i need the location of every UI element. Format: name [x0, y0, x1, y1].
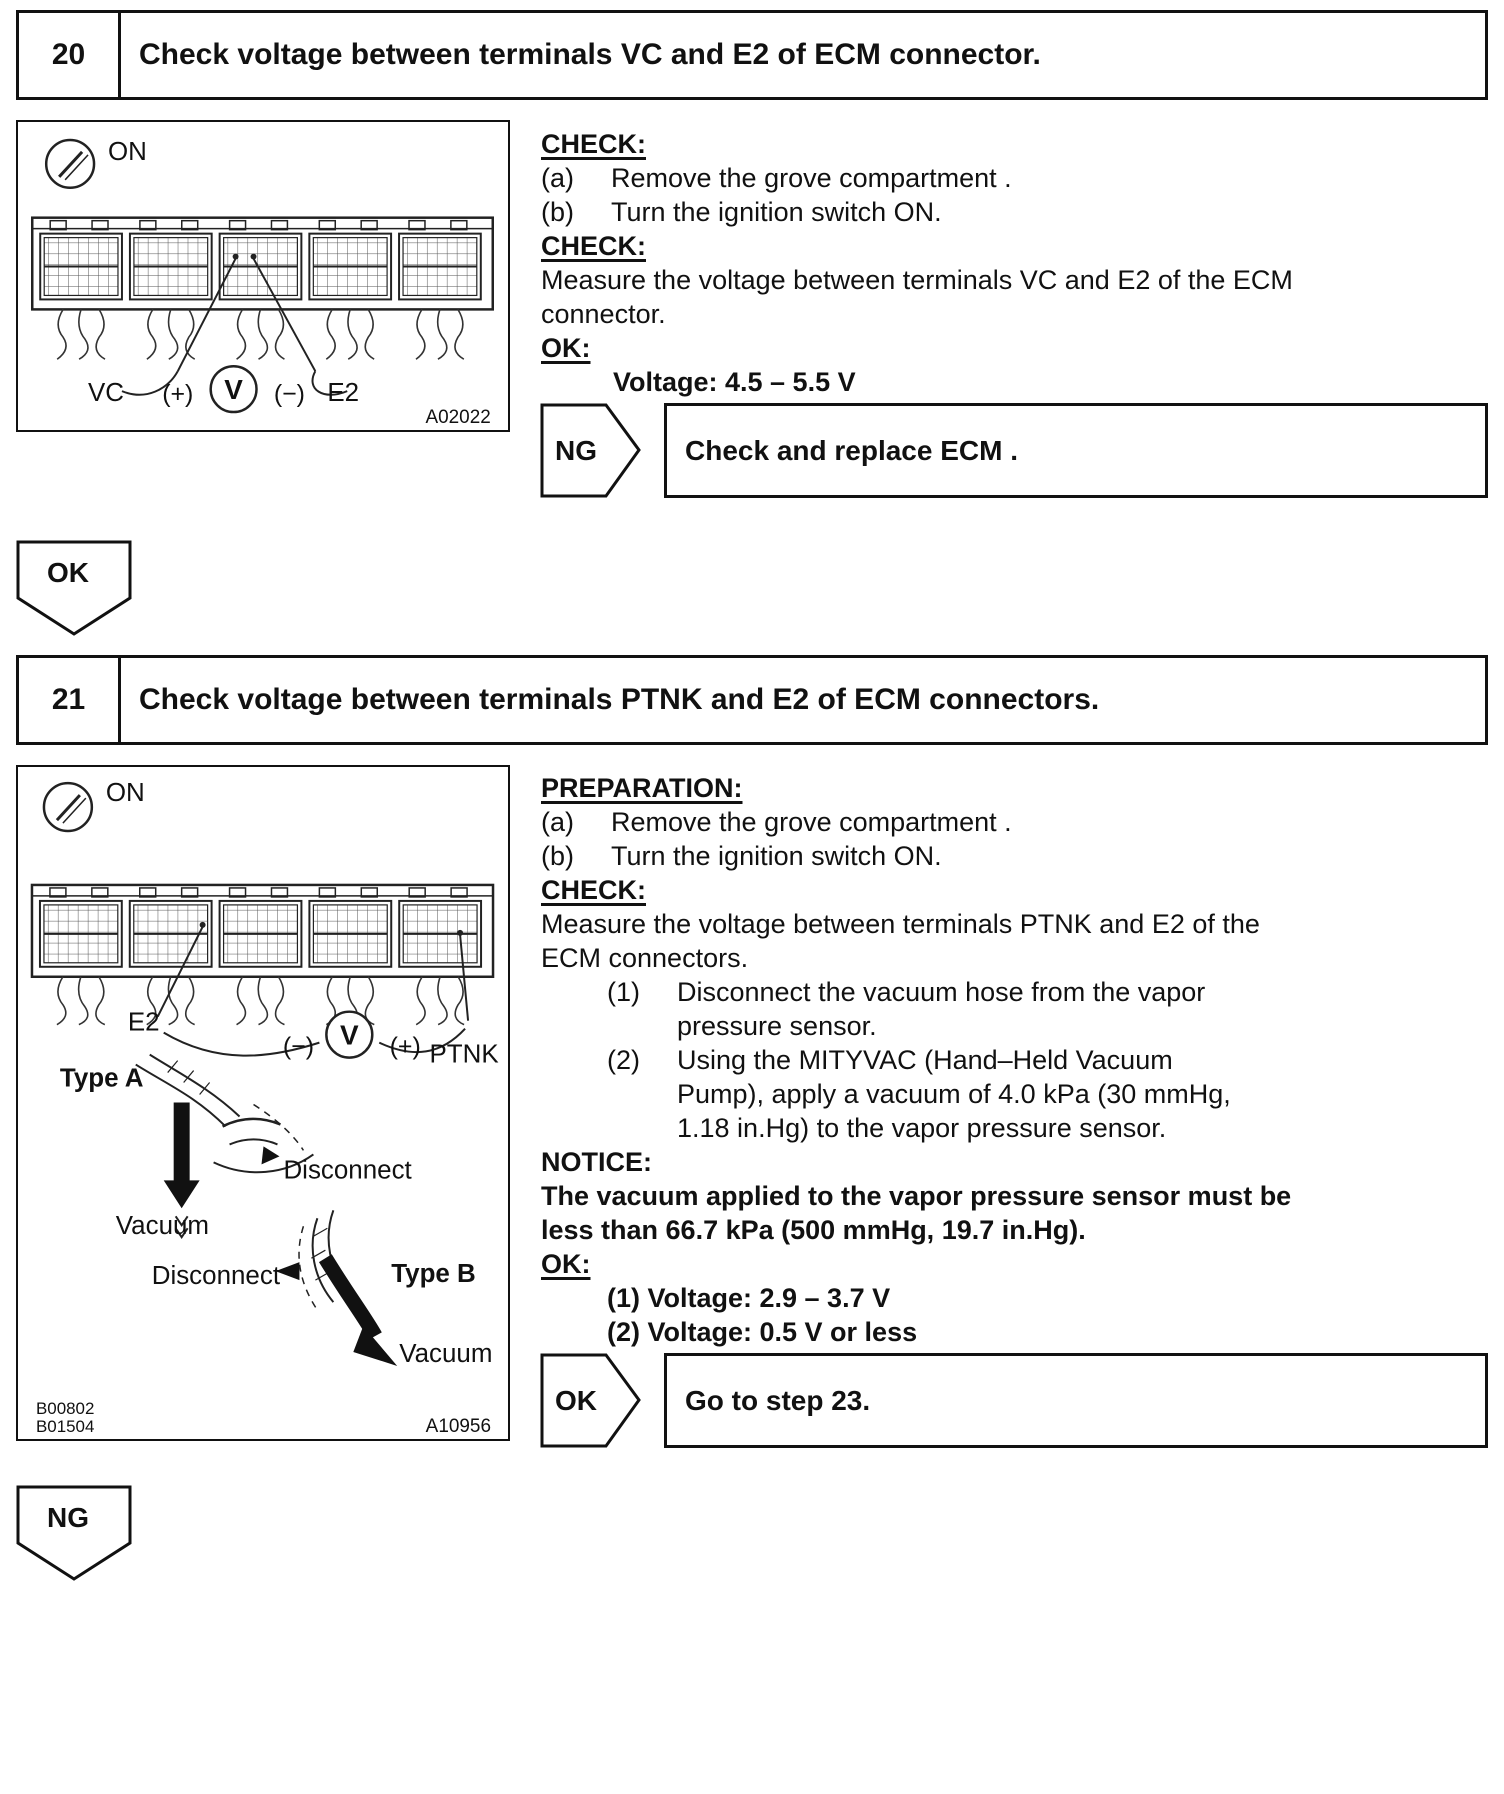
- ignition-switch-icon: [44, 783, 92, 831]
- preparation-heading: PREPARATION:: [541, 773, 743, 803]
- figure-code: B00802: [35, 1398, 95, 1418]
- action-text: Go to step 23.: [685, 1384, 871, 1416]
- ok-connector: [16, 540, 132, 637]
- figure-code: A10956: [425, 1415, 492, 1437]
- disconnect-label-b: Disconnect: [151, 1262, 281, 1291]
- item-text: Turn the ignition switch ON.: [611, 841, 942, 871]
- item-text: Turn the ignition switch ON.: [611, 197, 942, 227]
- list-item-b: [541, 195, 1489, 229]
- figure-ecm-vc-e2: [16, 120, 510, 432]
- connector-wires: [57, 977, 464, 1025]
- step-20-title: Check voltage between terminals VC and E2 of ECM connector.: [139, 38, 1041, 71]
- item-marker: (a): [541, 163, 574, 193]
- ng-connector: [16, 1485, 132, 1582]
- type-b-label: Type B: [391, 1260, 476, 1289]
- vacuum-direction-arrow-icon: [164, 1103, 200, 1209]
- step-21-action-box: [664, 1353, 1488, 1448]
- item-marker: (a): [541, 807, 574, 837]
- step-20-result: [540, 403, 1488, 498]
- voltage-spec: Voltage: 4.5 – 5.5 V: [613, 367, 856, 397]
- notice-text: The vacuum applied to the vapor pressure sensor must be less than 66.7 kPa (500 mmHg, 19.7 in.Hg).: [541, 1181, 1292, 1245]
- ng-pointer-label: NG: [555, 435, 597, 466]
- terminal-ptnk-label: PTNK: [429, 1040, 499, 1069]
- check-paragraph: Measure the voltage between terminals PTNK and E2 of the ECM connectors.: [541, 909, 1260, 973]
- numbered-item-1: [607, 975, 1489, 1043]
- step-21-number: 21: [19, 658, 121, 742]
- numbered-item-2: [607, 1043, 1489, 1145]
- step-20-header: [16, 10, 1488, 100]
- minus-lead-label: (−): [282, 1032, 315, 1061]
- list-item-b: [541, 839, 1489, 873]
- item-marker: (2): [607, 1045, 640, 1075]
- step-20-number: 20: [19, 13, 121, 97]
- figure-ecm-ptnk-e2-drawing: [18, 767, 507, 1438]
- vacuum-label-a: Vacuum: [115, 1212, 210, 1241]
- ignition-on-label: ON: [108, 137, 147, 166]
- item-text: Remove the grove compartment .: [611, 807, 1012, 837]
- figure-ecm-ptnk-e2: [16, 765, 510, 1441]
- ecm-connector-drawing: [32, 218, 493, 310]
- disconnect-label-a: Disconnect: [283, 1156, 412, 1185]
- step-21-result: [540, 1353, 1488, 1448]
- terminal-e2-label: E2: [127, 1008, 160, 1037]
- item-marker: (b): [541, 197, 574, 227]
- plus-lead-label: (+): [162, 380, 194, 409]
- ignition-switch-icon: [46, 140, 94, 188]
- item-marker: (b): [541, 841, 574, 871]
- plus-lead-label: (+): [389, 1032, 421, 1061]
- step-21-header: [16, 655, 1488, 745]
- ok-pointer-label: OK: [555, 1385, 597, 1416]
- item-text: Disconnect the vacuum hose from the vapor pressure sensor.: [677, 977, 1206, 1041]
- item-marker: (1): [607, 977, 640, 1007]
- voltage-spec-2: (2) Voltage: 0.5 V or less: [607, 1317, 918, 1347]
- check-heading-2: CHECK:: [541, 231, 646, 261]
- ignition-on-label: ON: [105, 779, 145, 808]
- step-21-title: Check voltage between terminals PTNK and E2 of ECM connectors.: [139, 683, 1100, 716]
- vacuum-label-b: Vacuum: [399, 1339, 493, 1368]
- figure-code: A02022: [425, 407, 491, 429]
- action-text: Check and replace ECM .: [685, 434, 1019, 466]
- terminal-e2-label: E2: [327, 379, 360, 408]
- notice-heading: NOTICE:: [541, 1147, 652, 1177]
- check-heading-1: CHECK:: [541, 129, 646, 159]
- ok-pointer: [540, 1353, 642, 1448]
- connector-wires: [57, 309, 464, 359]
- step-20-instructions: [541, 127, 1489, 399]
- voltmeter-label: V: [340, 1019, 359, 1051]
- terminal-vc-label: VC: [88, 379, 125, 408]
- list-item-a: [541, 805, 1489, 839]
- vacuum-direction-arrow-icon: [325, 1258, 375, 1336]
- voltage-spec-1: (1) Voltage: 2.9 – 3.7 V: [607, 1283, 891, 1313]
- ng-pointer: [540, 403, 642, 498]
- check-paragraph: Measure the voltage between terminals VC and E2 of the ECM connector.: [541, 265, 1293, 329]
- item-text: Remove the grove compartment .: [611, 163, 1012, 193]
- type-a-hose-drawing: [136, 1055, 314, 1173]
- step-20-action-box: [664, 403, 1488, 498]
- disconnect-arrow-icon: [262, 1146, 280, 1164]
- check-heading: CHECK:: [541, 875, 646, 905]
- ng-connector-label: NG: [47, 1502, 89, 1533]
- list-item-a: [541, 161, 1489, 195]
- figure-ecm-vc-e2-drawing: [18, 122, 507, 429]
- minus-lead-label: (−): [273, 380, 305, 409]
- voltmeter-label: V: [224, 374, 243, 406]
- ok-heading: OK:: [541, 1249, 591, 1279]
- item-text: Using the MITYVAC (Hand–Held Vacuum Pump), apply a vacuum of 4.0 kPa (30 mmHg, 1.18 in.Hg) to the vapor pressure sensor.: [677, 1045, 1231, 1143]
- figure-code: B01504: [35, 1416, 95, 1436]
- ecm-connector-drawing: [32, 885, 493, 977]
- type-a-label: Type A: [59, 1064, 144, 1093]
- ok-heading: OK:: [541, 333, 591, 363]
- step-21-instructions: [541, 771, 1489, 1349]
- ok-connector-label: OK: [47, 557, 89, 588]
